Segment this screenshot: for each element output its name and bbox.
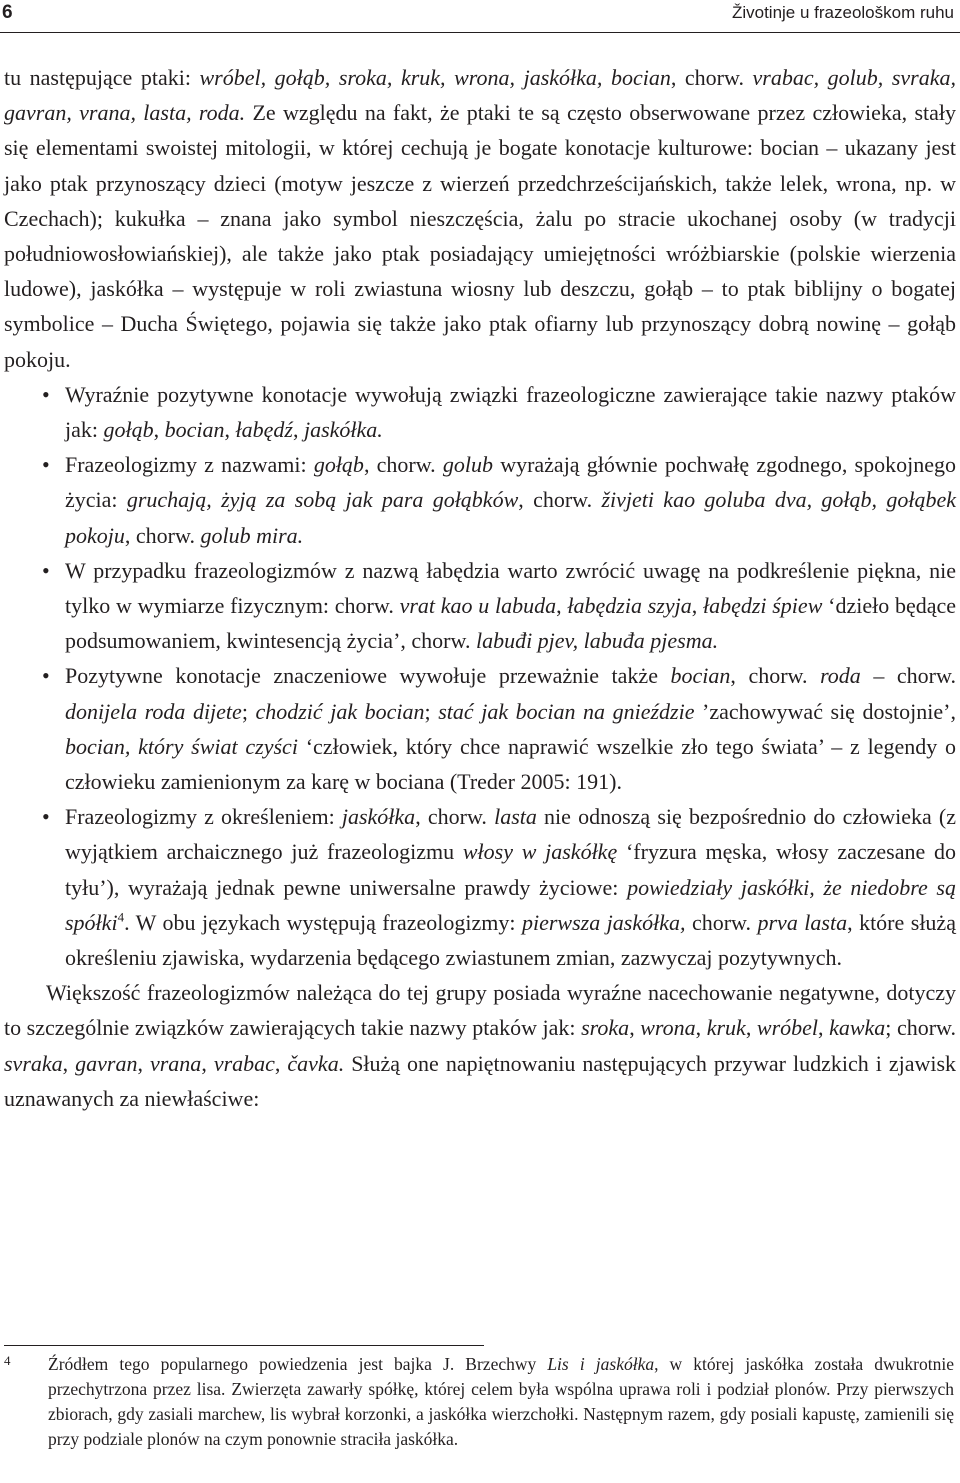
- footnote-divider: [4, 1345, 484, 1346]
- text-run: ,: [745, 1015, 757, 1041]
- text-run: ,: [691, 593, 703, 619]
- italic-run: vrabac: [213, 1050, 275, 1076]
- bullet-item: [4, 447, 956, 553]
- text-run: ‘fryzura męska, włosy zaczesane do tyłu’), wyrażają jednak pewne uniwersalne prawdy życiowe:: [65, 839, 956, 900]
- italic-run: jaskółka: [341, 804, 416, 830]
- page-header: [0, 0, 960, 33]
- italic-run: stać jak bocian na gnieździe: [438, 698, 695, 724]
- italic-run: wrona: [640, 1015, 696, 1041]
- bullet-icon: •: [42, 663, 50, 689]
- text-run: ,: [62, 1050, 76, 1076]
- italic-run: gołąb: [313, 452, 364, 478]
- page-number: 6: [2, 2, 13, 23]
- text-run: ;: [424, 698, 439, 724]
- text-run: ; chorw.: [885, 1015, 957, 1041]
- text-run: ,: [292, 417, 304, 443]
- bullet-text: [65, 452, 956, 547]
- italic-run: golub: [442, 452, 493, 478]
- italic-run: kruk: [706, 1015, 746, 1041]
- bullet-item: [4, 377, 956, 447]
- text-run: Wyraźnie pozytywne konotacje wywołują związki frazeologiczne zawierające takie nazwy ptaków jak:: [65, 381, 956, 443]
- italic-run: vrana: [149, 1050, 202, 1076]
- italic-run: golub mira.: [200, 522, 304, 548]
- bullet-icon: •: [42, 452, 50, 478]
- italic-run: čavka.: [287, 1050, 345, 1076]
- footnote: [4, 1352, 954, 1452]
- italic-run: wróbel: [756, 1015, 819, 1041]
- italic-run: łabędzi śpiew: [702, 593, 823, 619]
- text-run: Większość frazeologizmów należąca do tej grupy posiada wyraźne nacechowanie negatywne, dotyczy to szczególnie związków zawierających takie nazwy ptaków jak:: [4, 980, 956, 1041]
- text-run: ;: [241, 698, 256, 724]
- italic-run: lasta: [494, 804, 537, 830]
- italic-run: gruchają, żyją za sobą jak para gołąbków: [126, 487, 519, 513]
- text-run: ‘człowiek, który chce naprawić wszelkie zło tego świata’ – z legendy o człowieku zamienionym za karę w bociana (Treder 2005: 191).: [65, 733, 956, 795]
- italic-run: prva lasta: [757, 909, 848, 935]
- text-run: ,: [224, 417, 236, 443]
- italic-run: pierwsza jaskółka,: [521, 909, 686, 935]
- italic-run: roda: [820, 663, 861, 689]
- closing-paragraph: [4, 975, 956, 1116]
- intro-paragraph: [4, 60, 956, 377]
- italic-run: gołąb: [103, 417, 154, 443]
- italic-run: bocian: [164, 417, 225, 443]
- text-run: , chorw.: [124, 522, 201, 548]
- bullet-item: [4, 553, 956, 659]
- italic-run: bocian, który świat czyści: [65, 733, 298, 759]
- bullet-text: [65, 804, 956, 970]
- text-run: ,: [629, 1015, 641, 1041]
- italic-run: wróbel, gołąb, sroka, kruk, wrona, jaskółka, bocian: [199, 65, 671, 90]
- italic-run: kawka: [829, 1015, 886, 1041]
- italic-run: gavran: [75, 1050, 138, 1076]
- text-run: – chorw.: [860, 663, 956, 689]
- running-title: Životinje u frazeološkom ruhu: [731, 3, 954, 22]
- text-run: , które służą określeniu zjawiska, wydarzenia będącego zwiastunem zmian, zazwyczaj pozytywnych.: [65, 909, 956, 971]
- bullet-text: [65, 663, 956, 794]
- text-run: , chorw.: [363, 452, 443, 478]
- footnote-text: [48, 1352, 954, 1452]
- text-run: , chorw.: [670, 65, 753, 90]
- italic-run: łabędź: [235, 417, 293, 443]
- text-run: ,: [137, 1050, 150, 1076]
- text-run: ,: [274, 1050, 288, 1076]
- bullet-icon: •: [42, 557, 50, 583]
- text-run: , w której jaskółka została dwukrotnie przechytrzona przez lisa. Zwierzęta zawarły spółkę, której celem była wspólna uprawa roli i podział plonów. Przy pierwszych zbiorach, gdy zasiali marchew, lis wybrał korzonki, a jaskółka wierzchołki. Następnym razem, gdy posiali kapustę, zamienili się przy podziale plonów na czym ponownie straciła jaskółka.: [48, 1354, 954, 1449]
- text-run: ,: [818, 1015, 830, 1041]
- text-run: Służą one napiętnowaniu następujących przywar ludzkich i zjawisk uznawanych za niewłaściwe:: [4, 1050, 957, 1111]
- text-run: ,: [153, 417, 165, 443]
- italic-run: Lis i jaskółka: [547, 1354, 655, 1374]
- text-run: Pozytywne konotacje znaczeniowe wywołuje przeważnie także: [65, 663, 671, 689]
- text-run: W przypadku frazeologizmów z nazwą łabędzia warto zwrócić uwagę na podkreślenie piękna, nie tylko w wymiarze fizycznym: chorw.: [65, 557, 956, 619]
- italic-run: donijela roda dijete: [65, 698, 242, 724]
- text-run: Źródłem tego popularnego powiedzenia jest bajka J. Brzechwy: [48, 1354, 548, 1374]
- italic-run: živjeti kao goluba dva, gołąb, gołąbek pokoju: [65, 487, 956, 548]
- italic-run: włosy w jaskółkę: [462, 839, 618, 865]
- bullet-text: [65, 382, 956, 442]
- text-run: Frazeologizmy z nazwami:: [65, 452, 314, 478]
- italic-run: jaskółka.: [303, 417, 383, 443]
- bullet-text: [65, 558, 956, 653]
- italic-run: sroka: [581, 1015, 630, 1041]
- italic-run: vrabac, golub, svraka, gavran, vrana, lasta, roda.: [4, 65, 957, 126]
- text-run: ,: [695, 1015, 707, 1041]
- footnote-marker: 4: [4, 1353, 11, 1368]
- text-run: ,: [201, 1050, 214, 1076]
- italic-run: chodzić jak bocian: [255, 698, 425, 724]
- text-run: nie odnoszą się bezpośrednio do człowieka (z wyjątkiem archaicznego już frazeologizmu: [65, 804, 956, 865]
- main-text: [4, 60, 956, 1116]
- text-run: , chorw.: [730, 663, 821, 689]
- text-run: ‘dzieło będące podsumowaniem, kwintesencją życia’, chorw.: [65, 593, 957, 654]
- italic-run: powiedziały jaskółki, że niedobre są spółki: [65, 874, 956, 935]
- bullet-icon: •: [42, 804, 50, 830]
- bullet-item: [4, 658, 956, 799]
- italic-run: svraka: [4, 1050, 63, 1076]
- text-run: Ze względu na fakt, że ptaki te są często obserwowane przez człowieka, stały się elementami swoistej mitologii, w której cechują je bogate konotacje kulturowe: bocian – ukazany jest jako ptak przynoszący dzieci (motyw jeszcze z wierzeń przedchrześcijańskich, także lelek, wrona, np. w Czechach); kukułka – znana jako symbol nieszczęścia, żalu po stracie ukochanej osoby (w tradycji południowosłowiańskiej), ale także jako ptak posiadający umiejętności wróżbiarskie (polskie wierzenia ludowe), jaskółka – występuje w roli zwiastuna wiosny lub deszczu, gołąb – to ptak biblijny o bogatej symbolice – Ducha Świętego, pojawia się także jako ptak ofiarny lub przynoszący dobrą nowinę – gołąb pokoju.: [4, 100, 956, 372]
- footnote-ref: 4: [117, 909, 125, 925]
- text-run: , chorw.: [518, 487, 602, 513]
- text-run: , chorw.: [415, 804, 495, 830]
- italic-run: vrat kao u labuda: [399, 593, 557, 619]
- text-run: tu następujące ptaki:: [4, 65, 200, 90]
- bullet-item: [4, 799, 956, 975]
- italic-run: bocian: [670, 663, 731, 689]
- text-run: . W obu językach występują frazeologizmy:: [124, 909, 522, 935]
- italic-run: łabędzia szyja: [567, 593, 692, 619]
- text-run: wyrażają głównie pochwałę zgodnego, spokojnego życia:: [65, 452, 956, 513]
- text-run: Frazeologizmy z określeniem:: [65, 804, 342, 830]
- bullet-list: [4, 377, 956, 975]
- text-run: ’zachowywać się dostojnie’,: [694, 698, 956, 724]
- italic-run: labuđi pjev, labuđa pjesma.: [475, 628, 719, 654]
- bullet-icon: •: [42, 381, 50, 407]
- text-run: ,: [556, 593, 568, 619]
- text-run: chorw.: [685, 909, 758, 935]
